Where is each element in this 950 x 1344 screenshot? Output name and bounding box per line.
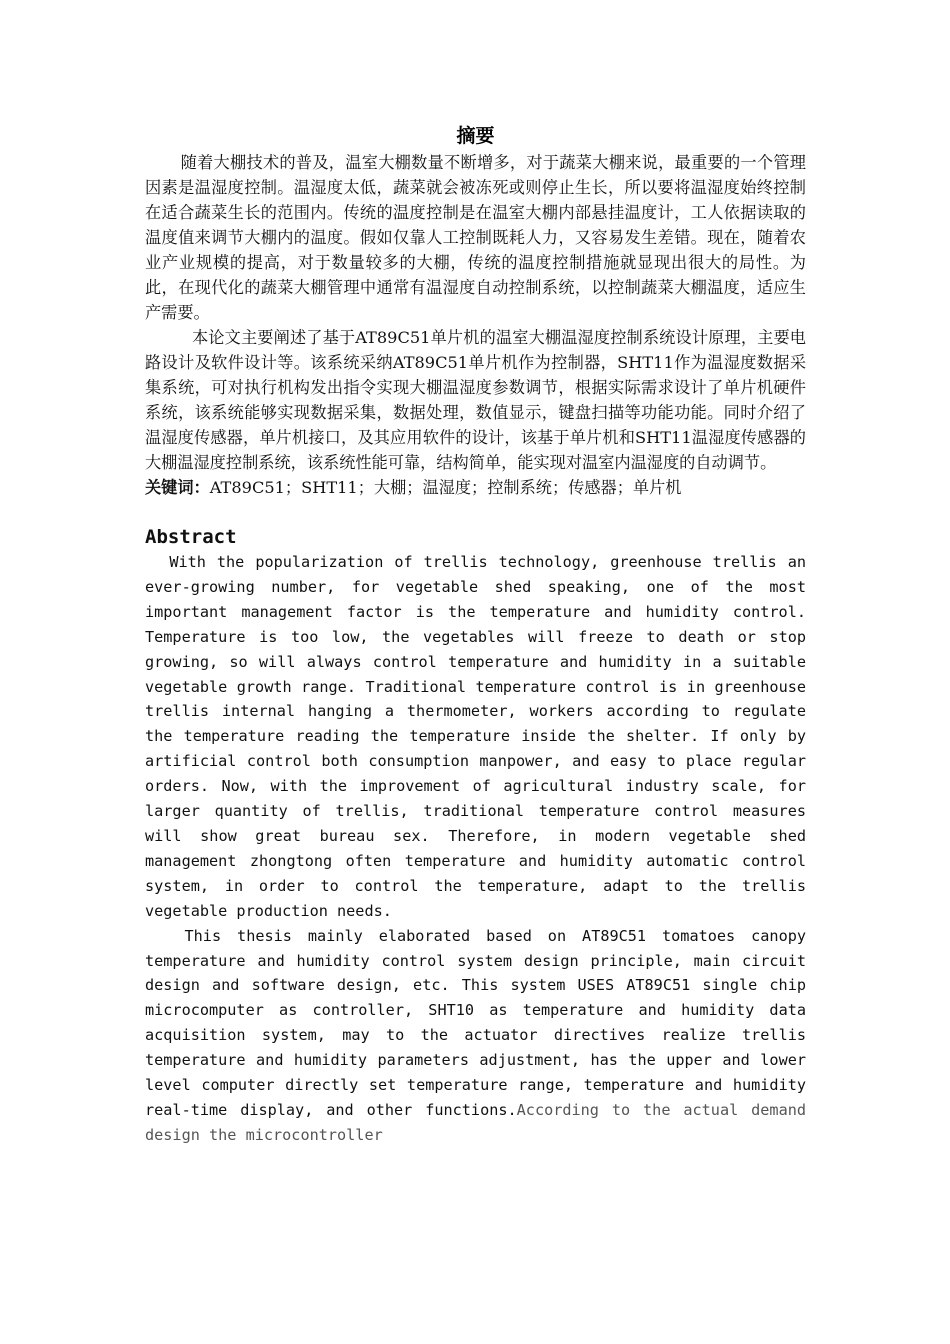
keywords-line xyxy=(145,475,806,500)
abstract-en-paragraph-2-main: This thesis mainly elaborated based on AT89C51 tomatoes canopy temperature and humidity control system design principle, main circuit design and software design, etc. This system USES AT89C51 single chip microcomputer as controller, SHT10 as temperature and humidity data acquisition system, may to the actuator directives realize trellis temperature and humidity parameters adjustment, has the upper and lower level computer directly set temperature range, temperature and humidity real-time display, and other functions. xyxy=(145,926,806,1119)
abstract-en-title: Abstract xyxy=(145,526,237,548)
abstract-cn-title: 摘要 xyxy=(456,125,495,147)
keywords-label: 关键词： xyxy=(145,478,210,497)
abstract-en-paragraph-1: With the popularization of trellis technology, greenhouse trellis an ever-growing number, for vegetable shed speaking, one of the most important management factor is the temperature and humidity control. Temperature is too low, the vegetables will freeze to death or stop growing, so will always control temperature and humidity in a suitable vegetable growth range. Traditional temperature control is in greenhouse trellis internal hanging a thermometer, workers according to regulate the temperature reading the temperature inside the shelter. If only by artificial control both consumption manpower, and easy to place regular orders. Now, with the improvement of agricultural industry scale, for larger quantity of trellis, traditional temperature control measures will show great bureau sex. Therefore, in modern vegetable shed management zhongtong often temperature and humidity automatic control system, in order to control the temperature, adapt to the trellis vegetable production needs. xyxy=(145,553,806,920)
abstract-cn-paragraph-2: 本论文主要阐述了基于AT89C51单片机的温室大棚温湿度控制系统设计原理，主要电路设计及软件设计等。该系统采纳AT89C51单片机作为控制器，SHT11作为温湿度数据采集系统，可对执行机构发出指令实现大棚温湿度参数调节，根据实际需求设计了单片机硬件系统，该系统能够实现数据采集，数据处理，数值显示，键盘扫描等功能功能。同时介绍了温湿度传感器，单片机接口，及其应用软件的设计，该基于单片机和SHT11温湿度传感器的大棚温湿度控制系统，该系统性能可靠，结构简单，能实现对温室内温湿度的自动调节。 xyxy=(145,328,806,472)
abstract-en-paragraph-2-tail: According to the actual demand design the microcontroller xyxy=(145,1100,807,1144)
abstract-cn-paragraph-1: 随着大棚技术的普及，温室大棚数量不断增多，对于蔬菜大棚来说，最重要的一个管理因素是温湿度控制。温湿度太低，蔬菜就会被冻死或则停止生长，所以要将温湿度始终控制在适合蔬菜生长的范围内。传统的温度控制是在温室大棚内部悬挂温度计，工人依据读取的温度值来调节大棚内的温度。假如仅靠人工控制既耗人力，又容易发生差错。现在，随着农业产业规模的提高，对于数量较多的大棚，传统的温度控制措施就显现出很大的局性。为此，在现代化的蔬菜大棚管理中通常有温湿度自动控制系统，以控制蔬菜大棚温度，适应生产需要。 xyxy=(145,153,806,322)
keywords-text: AT89C51；SHT11；大棚；温湿度；控制系统；传感器；单片机 xyxy=(209,478,682,497)
document-page xyxy=(145,122,806,1148)
abstract-en-paragraph-2 xyxy=(145,924,806,1148)
